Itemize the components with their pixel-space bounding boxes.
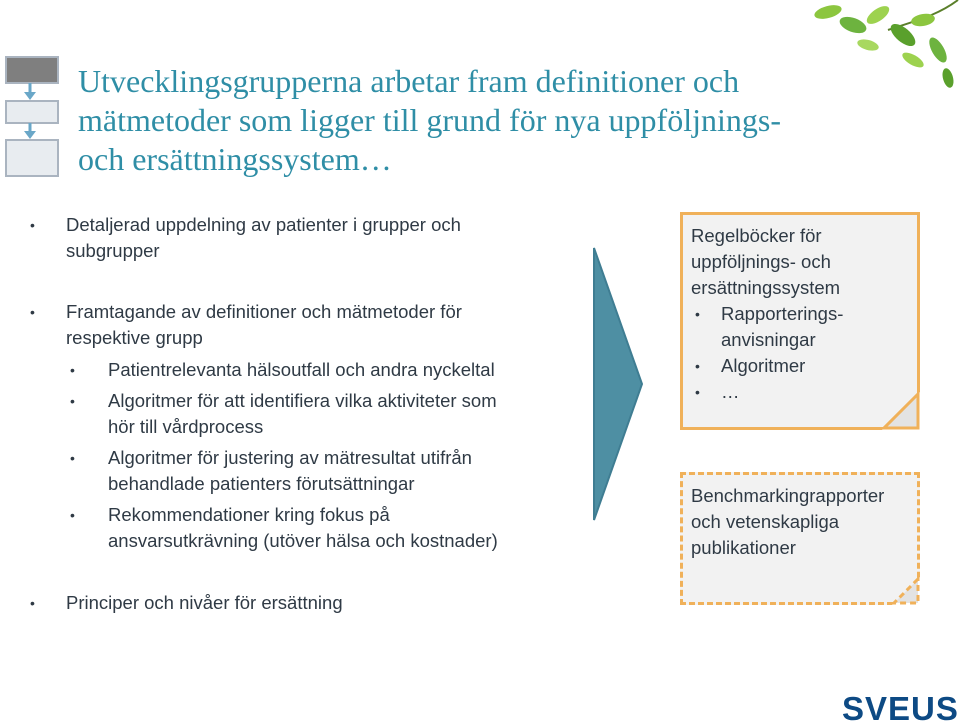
note-benchmarking — [680, 472, 920, 605]
arrow-right-shape — [590, 246, 646, 522]
slide-title — [78, 62, 838, 179]
bullet-text: Detaljerad uppdelning av patienter i grupper och — [66, 214, 461, 235]
title-line-1: Utvecklingsgrupperna arbetar fram definitioner och — [78, 63, 740, 99]
note-bullet-text: anvisningar — [721, 329, 816, 350]
note-line: uppföljnings- och — [691, 251, 831, 272]
note-line: Regelböcker för — [691, 225, 822, 246]
process-steps-icon — [0, 52, 70, 182]
bullet-dot: • — [70, 450, 75, 466]
sveus-logo: SVEUS — [842, 690, 959, 727]
note-rulebooks — [680, 212, 920, 430]
bullet-text: Algoritmer för att identifiera vilka aktiviteter som — [108, 390, 497, 411]
title-line-2: mätmetoder som ligger till grund för nya uppföljnings- — [78, 102, 781, 138]
note-bullet-text: Algoritmer — [721, 355, 806, 376]
bullet-dot: • — [30, 595, 35, 611]
note-bullet-item — [691, 301, 916, 353]
note-bullet-item — [691, 353, 916, 379]
note-line: Benchmarkingrapporter — [691, 485, 885, 506]
bullet-text: Algoritmer för justering av mätresultat utifrån — [108, 447, 472, 468]
page-fold-icon — [892, 577, 920, 605]
bullet-dot: • — [70, 393, 75, 409]
note-line: och vetenskapliga — [691, 511, 840, 532]
title-line-3: och ersättningssystem… — [78, 141, 392, 177]
page-fold-icon — [882, 392, 920, 430]
bullet-text: Principer och nivåer för ersättning — [66, 592, 343, 613]
note-line: ersättningssystem — [691, 277, 841, 298]
bullet-text: Patientrelevanta hälsoutfall och andra nyckeltal — [108, 359, 495, 380]
bullet-text: respektive grupp — [66, 327, 203, 348]
note-bullet-text: … — [721, 381, 740, 402]
note-bullet-text: Rapporterings- — [721, 303, 844, 324]
bullet-dot: • — [695, 384, 700, 400]
bullet-text: hör till vårdprocess — [108, 416, 264, 437]
bullet-text: subgrupper — [66, 240, 160, 261]
bullet-dot: • — [30, 217, 35, 233]
bullet-dot: • — [30, 304, 35, 320]
bullet-dot: • — [70, 507, 75, 523]
bullet-text: Framtagande av definitioner och mätmetoder för — [66, 301, 462, 322]
bullet-text: ansvarsutkrävning (utöver hälsa och kostnader) — [108, 530, 498, 551]
note-line: publikationer — [691, 537, 796, 558]
bullet-text: Rekommendationer kring fokus på — [108, 504, 390, 525]
bullet-dot: • — [70, 362, 75, 378]
bullet-dot: • — [695, 306, 700, 322]
bullet-dot: • — [695, 358, 700, 374]
bullet-text: behandlade patienters förutsättningar — [108, 473, 415, 494]
